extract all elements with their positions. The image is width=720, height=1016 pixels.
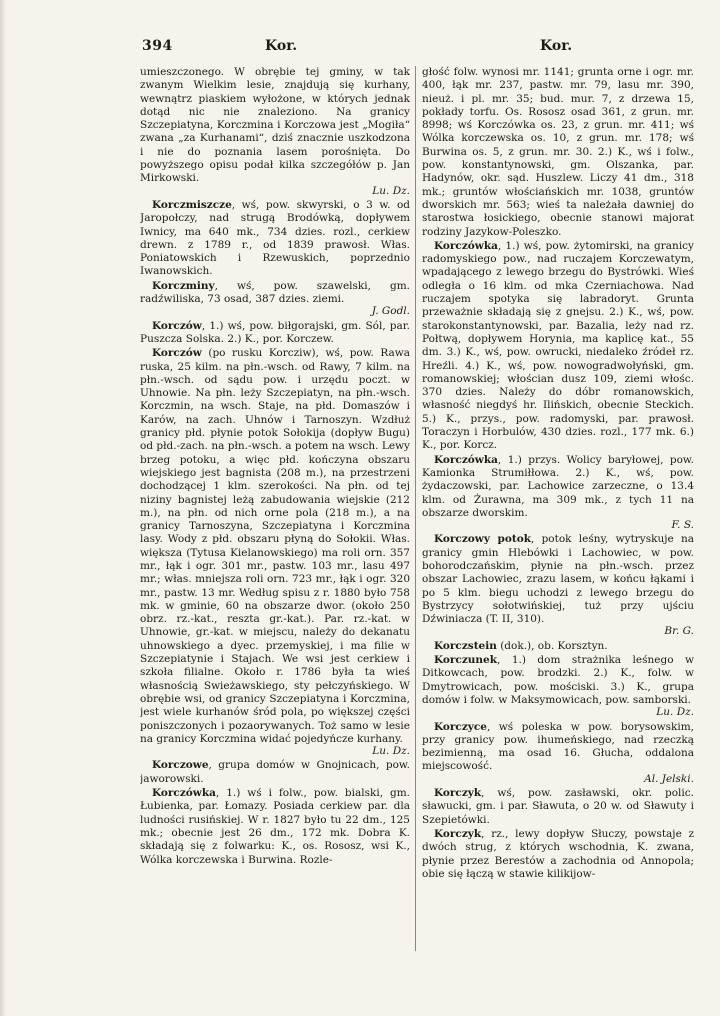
entry-author-signature: Br. G. [664,625,694,638]
entry-text: , 1.) wś i folw., pow. bialski, gm. Łubienka, par. Łomazy. Posiada cerkiew par. dla ludności rusińskiej. W r. 1827 było tu 22 dm., 125 mk.; obecnie jest 26 dm., 172 mk. Dobra K. składają się z folwarku: K., os. Rososz, wsi K., Wólka korczewska i Burwina. Rozle- [140,787,410,866]
dictionary-entry [140,280,410,319]
dictionary-entry [422,66,694,239]
entry-headword: Korczmiszcze [152,198,232,211]
dictionary-entry [140,787,410,867]
entry-headword: Korczowe [152,759,209,772]
entry-text: , wś, pow. skwyrski, o 3 w. od Jaropołczy, nad strugą Brodówką, dopływem Iwnicy, ma 640 mk., 734 dzies. rozl., cerkiew drewn. z 1789 r., od 1839 prawosł. Włas. Poniatowskich i Rzewuskich, poprzednio Iwanowskich. [140,198,410,278]
entry-text: , potok leśny, wytryskuje na granicy gmin Hlebówki i Lachowiec, w pow. bohorodczańskim, płynie na płn.-wsch. przez obszar Lachowiec, zrazu lasem, w końcu łąkami i po 5 klm. biegu uchodzi z lewego brzegu do Bystrzycy sołotwińskiej, tuż przy ujściu Dźwiniacza (T. II, 310). [422,533,694,626]
entry-headword: Korczunek [434,654,498,667]
dictionary-entry [422,787,694,827]
entry-text: umieszczonego. W obrębie tej gminy, w tak zwanym Wielkim lesie, znajdują się kurhany, wewnątrz piaskiem wyłożone, w których jednak dotąd nic nie znaleziono. Na granicy Szczepiatyna, Korczmina i Korczowa jest „Mogiła“ zwana „za Kurhanami“, dziś znacznie uszkodzona i nie do poznania lasem porośnięta. Do powyższego opisu podał kilka szczegółów p. Jan Mirkowski. [140,66,410,185]
entry-text: (po rusku Korcziw), wś, pow. Rawa ruska, 25 kilm. na płn.-wsch. od Rawy, 7 kilm. na płn.-wsch. od sądu pow. i urzędu poczt. w Uhnowie. Na płn. leży Szczepiatyn, na płn.-wsch. Korczmin, na wsch. Staje, na płd. Domaszów i Karów, na zach. Uhnów i Tarnoszyn. Wzdłuż granicy płd. płynie potok Sołokija (dopływ Bugu) od płd.-zach. na płn.-wsch. a potem na wsch. Lewy brzeg potoku, a więc płd. kończyna obszaru wiejskiego jest bagnista (208 m.), na przestrzeni dochodzącej 1 klm. szerokości. Na płn. od tej niziny bagnistej leżą zabudowania wiejskie (212 m.), na płn. od nich orne pola (218 m.), a na granicy Tarnoszyna, Szczepiatyna i Korczmina lasy. Wody z płd. obszaru płyną do Sołokii. Włas. większa (Tytusa Kielanowskiego) ma roli orn. 357 mr., łąk i ogr. 301 mr., pastw. 103 mr., lasu 497 mr.; włas. mniejsza roli orn. 723 mr., łąk i ogr. 320 mr., pastw. 13 mr. Według spisu z r. 1880 było 758 mk. w gminie, 60 na obszarze dwor. (około 250 obrz. rz.-kat., reszta gr.-kat.). Par. rz.-kat. w Uhnowie, gr.-kat. w miejscu, należy do dekanatu uhnowskiego a dyec. przemyskiej, i ma filie w Szczepiatynie i Stajach. We wsi jest cerkiew i szkoła filialne. Około r. 1786 była ta wieś własnością Swieżawskiego, sty pełczyńskiego. W obrębie wsi, od granicy Szczepiatyna i Korczmina, jest wiele kurhanów śród pola, po większej części poniszczonych i pozaorywanych. Toż samo w lesie na granicy Korczmina widać pojedyńcze kurhany. [140,347,410,745]
entry-text: , rz., lewy dopływ Słuczy, powstaje z dwóch strug, z których wschodnia, K. zwana, płynie przez Berestów a zachodnia od Annopola; obie się łączą w stawie kilikijow- [422,827,694,880]
entry-text: , 1.) dom strażnika leśnego w Ditkowcach, pow. brodzki. 2.) K., folw. w Dmytrowicach, pow. mościski. 3.) K., grupa domów i folw. w Maksymowicach, pow. samborski. [422,654,694,706]
running-head-right: Kor. [540,38,573,54]
entry-author-signature: F. S. [671,519,694,532]
entry-headword: Korczów [152,319,202,332]
page-edge-shadow [0,0,6,1016]
dictionary-entry [422,721,694,786]
dictionary-entry [140,320,410,347]
entry-author-signature: Lu. Dz. [372,184,410,197]
entry-text: , wś, pow. szawelski, gm. radźwiliska, 73 osad, 387 dzies. ziemi. [140,279,410,306]
entry-author-signature: Lu. Dz. [372,745,410,758]
dictionary-entry [422,654,694,719]
entry-text: , grupa domów w Gnojnicach, pow. jaworowski. [140,759,410,785]
entry-headword: Korczminy [152,279,215,292]
dictionary-entry [422,240,694,453]
entry-text: , wś poleska w pow. borysowskim, przy granicy pow. ihumeńskiego, nad rzeczką bezimienną, ma osad 16. Głucha, oddalona miejscowość. [422,720,694,773]
entry-headword: Korczyk [434,787,482,800]
dictionary-entry [422,533,694,638]
entry-headword: Korczówka [434,453,498,466]
page-header [138,36,694,58]
entry-text: (dok.), ob. Korsztyn. [496,639,608,652]
entry-text: , 1.) wś, pow. żytomirski, na granicy radomyskiego pow., nad ruczajem Korczewatym, wpadającego z lewego brzegu do Bystrówki. Wieś odległa o 16 klm. od mka Czerniachowa. Nad ruczajem spotyka się labradoryt. Grunta przeważnie składają się z gnejsu. 2.) K., wś, pow. starokonstantynowski, par. Bazalia, leży nad rz. Połtwą, dopływem Horynia, ma kaplicę kat., 55 dm. 3.) K., wś, pow. owrucki, niedaleko źródeł rz. Hreźli. 4.) K., wś, pow. nowogradwołyński, gm. romanowskiej; włościan dusz 109, ziemi włośc. 370 dzies. Należy do dóbr romanowskich, własność niegdyś hr. Ilińskich, obecnie Steckich. 5.) K., przys., pow. radomyski, par. prawosł. Toraczyn i Horbulów, 430 dzies. rozl., 177 mk. 6.) K., por. Korcz. [422,239,694,452]
entry-text: głość folw. wynosi mr. 1141; grunta orne i ogr. mr. 400, łąk mr. 237, pastw. mr. 79, lasu mr. 390, nieuż. i pl. mr. 35; bud. mur. 7, z drzewa 15, pokłady torfu. Os. Rososz osad 361, z grun. mr. 8998; wś Korczówka os. 23, z grun. mr. 411; wś Wólka korczewska os. 10, z grun. mr. 178; wś Burwina os. 5, z grun. mr. 30. 2.) K., wś i folw., pow. konstantynowski, gm. Olszanka, par. Hadynów, okr. sąd. Huszlew. Liczy 41 dm., 318 mk.; gruntów włościańskich mr. 1038, gruntów dworskich mr. 563; wieś ta należała dawniej do starostwa łosickiego, obecnie stanowi majorat rodziny Jazykow-Poleszko. [422,66,694,238]
entry-headword: Korczówka [152,787,216,800]
running-head-left: Kor. [265,38,298,54]
entry-author-signature: Al. Jelski. [644,772,694,785]
dictionary-entry [422,640,694,653]
entry-headword: Korczów [152,347,202,360]
dictionary-entry [422,828,694,881]
entry-text: , 1.) przys. Wolicy baryłowej, pow. Kamionka Strumiłłowa. 2.) K., wś, pow. żydaczowski, par. Lachowice zarzeczne, o 13.4 klm. od Żurawna, ma 309 mk., z tych 11 na obszarze dworskim. [422,453,694,519]
entry-headword: Korczyk [434,827,482,840]
entry-author-signature: Lu. Dz. [656,706,694,719]
page-number: 394 [142,38,173,54]
entry-headword: Korczyce [434,720,487,733]
entry-text: , wś, pow. zasławski, okr. polic. sławucki, gm. i par. Sławuta, o 20 w. od Sławuty i Szepietówki. [422,787,694,826]
dictionary-entry [422,454,694,533]
right-column [422,66,694,956]
entry-headword: Korczstein [434,639,497,652]
entry-author-signature: J. Godl. [371,305,410,318]
left-column [140,66,410,956]
column-divider [415,66,416,951]
dictionary-entry [140,199,410,279]
entry-headword: Korczówka [434,239,498,252]
dictionary-entry [140,347,410,758]
entry-text: , 1.) wś, pow. biłgorajski, gm. Sól, par. Puszcza Solska. 2.) K., por. Korczew. [140,319,410,345]
entry-headword: Korczowy potok [434,533,531,546]
dictionary-entry [140,66,410,198]
dictionary-entry [140,759,410,786]
